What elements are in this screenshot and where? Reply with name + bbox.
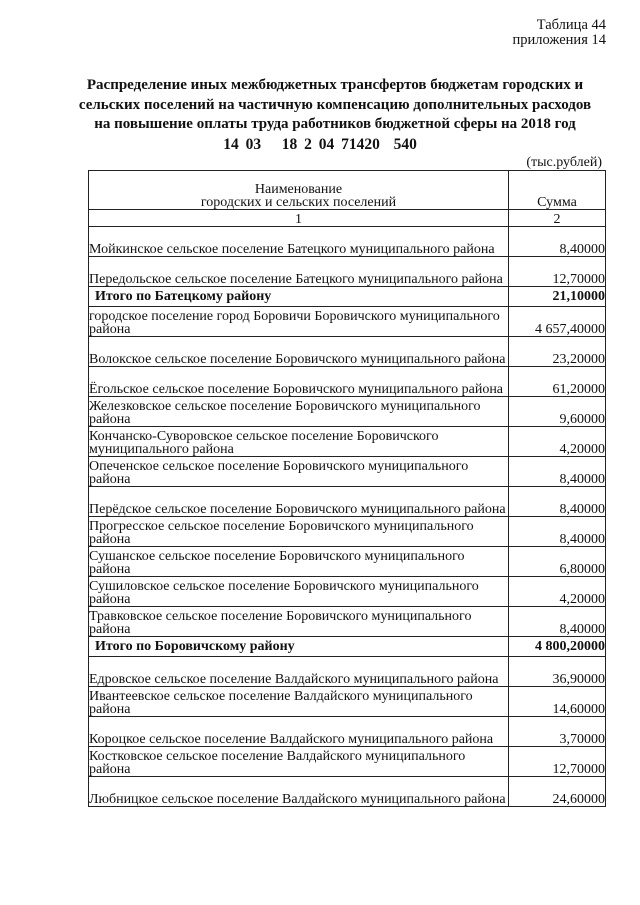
district-total-row — [89, 287, 606, 307]
settlement-name: Костковское сельское поселение Валдайского муниципального района — [89, 747, 509, 777]
district-total-amount: 4 800,20000 — [509, 637, 606, 657]
table-row — [89, 687, 606, 717]
table-row — [89, 337, 606, 367]
settlement-name: Кончанско-Суворовское сельское поселение Боровичского муниципального района — [89, 427, 509, 457]
column-number-1: 1 — [89, 210, 509, 227]
budget-classification-code: 14 03 18 2 04 71420 540 — [223, 136, 417, 153]
table-number: Таблица 44 — [536, 17, 606, 33]
settlement-amount: 23,20000 — [509, 337, 606, 367]
column-header-sum: Сумма — [509, 171, 606, 210]
appendix-number: приложения 14 — [512, 32, 606, 48]
settlement-amount: 4,20000 — [509, 577, 606, 607]
settlement-name: Опеченское сельское поселение Боровичского муниципального района — [89, 457, 509, 487]
table-row — [89, 227, 606, 257]
settlement-amount: 36,90000 — [509, 657, 606, 687]
document-title — [70, 76, 600, 135]
settlement-amount: 12,70000 — [509, 257, 606, 287]
transfers-table — [88, 170, 606, 807]
settlement-amount: 8,40000 — [509, 517, 606, 547]
district-total-label: Итого по Боровичскому району — [89, 637, 509, 657]
settlement-name: Короцкое сельское поселение Валдайского муниципального района — [89, 717, 509, 747]
table-row — [89, 457, 606, 487]
table-row — [89, 367, 606, 397]
settlement-name: Железковское сельское поселение Боровичского муниципального района — [89, 397, 509, 427]
column-header-name — [89, 171, 509, 210]
table-row — [89, 427, 606, 457]
settlement-name: Ивантеевское сельское поселение Валдайского муниципального района — [89, 687, 509, 717]
settlement-amount: 8,40000 — [509, 607, 606, 637]
settlement-name: Волокское сельское поселение Боровичского муниципального района — [89, 337, 509, 367]
settlement-name: Прогресское сельское поселение Боровичского муниципального района — [89, 517, 509, 547]
settlement-amount: 4 657,40000 — [509, 307, 606, 337]
settlement-name: Перёдское сельское поселение Боровичского муниципального района — [89, 487, 509, 517]
settlement-amount: 8,40000 — [509, 457, 606, 487]
table-row — [89, 257, 606, 287]
settlement-amount: 61,20000 — [509, 367, 606, 397]
title-line: Распределение иных межбюджетных трансфертов бюджетам городских и — [86, 77, 584, 93]
table-row — [89, 657, 606, 687]
settlement-name: Сушанское сельское поселение Боровичского муниципального района — [89, 547, 509, 577]
table-row — [89, 307, 606, 337]
settlement-amount: 3,70000 — [509, 717, 606, 747]
table-body — [89, 227, 606, 807]
column-header-name-text: Наименование городских и сельских поселений — [200, 182, 397, 210]
settlement-name: Мойкинское сельское поселение Батецкого муниципального района — [89, 227, 509, 257]
table-row — [89, 517, 606, 547]
settlement-amount: 4,20000 — [509, 427, 606, 457]
settlement-name: Травковское сельское поселение Боровичского муниципального района — [89, 607, 509, 637]
table-reference — [513, 18, 606, 48]
settlement-name: Любницкое сельское поселение Валдайского муниципального района — [89, 777, 509, 807]
settlement-amount: 9,60000 — [509, 397, 606, 427]
table-header-row — [89, 171, 606, 210]
district-total-amount: 21,10000 — [509, 287, 606, 307]
title-line: сельских поселений на частичную компенсацию дополнительных расходов — [78, 96, 592, 113]
settlement-name: Передольское сельское поселение Батецкого муниципального района — [89, 257, 509, 287]
table-row — [89, 397, 606, 427]
table-row — [89, 577, 606, 607]
settlement-amount: 14,60000 — [509, 687, 606, 717]
district-total-label: Итого по Батецкому району — [89, 287, 509, 307]
column-number-row — [89, 210, 606, 227]
settlement-amount: 8,40000 — [509, 487, 606, 517]
unit-label: (тыс.рублей) — [526, 155, 602, 170]
settlement-amount: 6,80000 — [509, 547, 606, 577]
table-row — [89, 747, 606, 777]
table-row — [89, 607, 606, 637]
settlement-amount: 12,70000 — [509, 747, 606, 777]
table-row — [89, 487, 606, 517]
table-row — [89, 547, 606, 577]
settlement-name: Сушиловское сельское поселение Боровичского муниципального района — [89, 577, 509, 607]
settlement-name: Едровское сельское поселение Валдайского муниципального района — [89, 657, 509, 687]
settlement-name: Ёгольское сельское поселение Боровичского муниципального района — [89, 367, 509, 397]
table-row — [89, 777, 606, 807]
table-row — [89, 717, 606, 747]
column-number-2: 2 — [509, 210, 606, 227]
district-total-row — [89, 637, 606, 657]
title-line: на повышение оплаты труда работников бюджетной сферы на 2018 год — [94, 116, 576, 132]
settlement-amount: 24,60000 — [509, 777, 606, 807]
settlement-name: городское поселение город Боровичи Боровичского муниципального района — [89, 307, 509, 337]
settlement-amount: 8,40000 — [509, 227, 606, 257]
